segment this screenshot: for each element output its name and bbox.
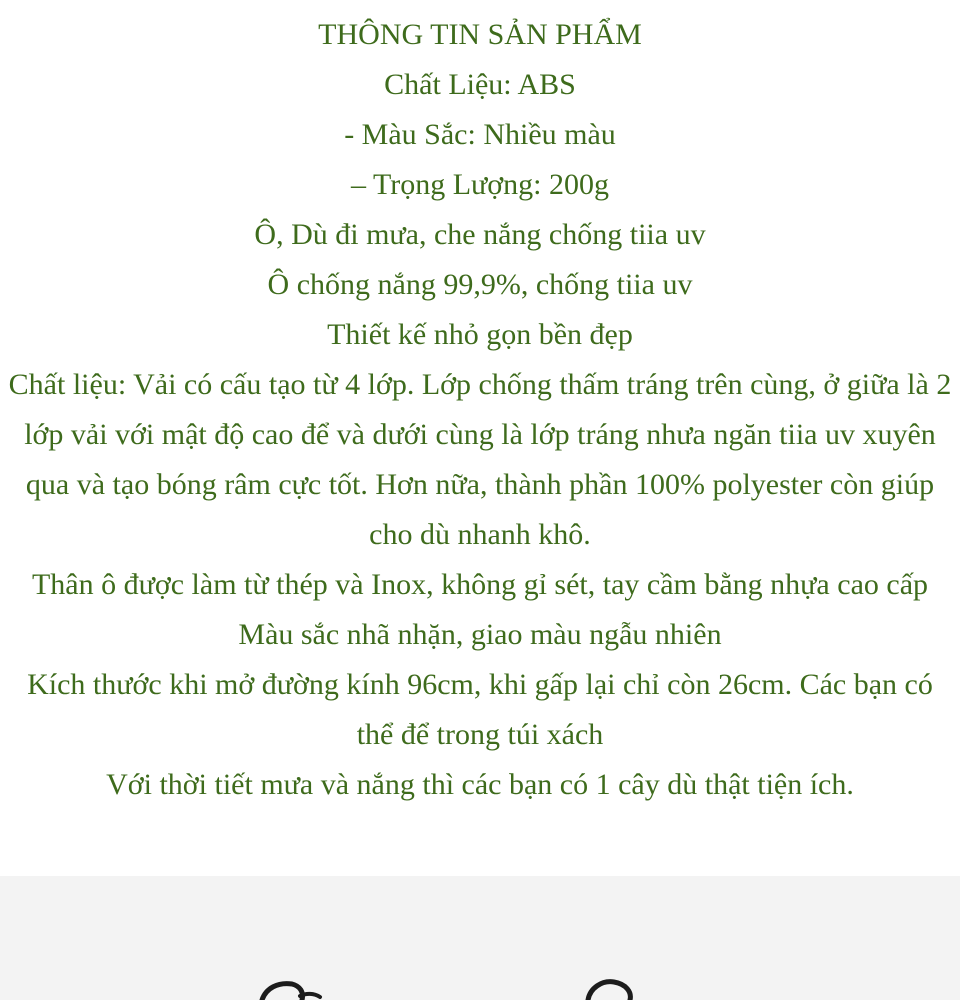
product-info-heading: THÔNG TIN SẢN PHẨM: [318, 18, 642, 51]
product-photo: [0, 876, 960, 1000]
weight-line: – Trọng Lượng: 200g: [350, 168, 609, 201]
material-line: Chất Liệu: ABS: [384, 68, 576, 101]
umbrella-handles-illustration: [0, 876, 960, 1000]
umbrella-title-line: Ô, Dù đi mưa, che nắng chống tiia uv: [254, 218, 706, 251]
color-line: - Màu Sắc: Nhiều màu: [344, 118, 616, 151]
uv-protection-line: Ô chống nắng 99,9%, chống tiia uv: [267, 268, 693, 301]
design-line: Thiết kế nhỏ gọn bền đẹp: [327, 318, 633, 351]
product-info-section: [0, 10, 960, 810]
fabric-description: Chất liệu: Vải có cấu tạo từ 4 lớp. Lớp chống thấm tráng trên cùng, ở giữa là 2 lớp vải với mật độ cao để và dưới cùng là lớp tráng nhưa ngăn tiia uv xuyên qua và tạo bóng râm cực tốt. Hơn nữa, thành phần 100% polyester còn giúp cho dù nhanh khô.: [8, 368, 952, 551]
photo-backdrop: [0, 876, 960, 1000]
closing-line: Với thời tiết mưa và nắng thì các bạn có 1 cây dù thật tiện ích.: [106, 768, 854, 801]
size-description: Kích thước khi mở đường kính 96cm, khi gấp lại chỉ còn 26cm. Các bạn có thể để trong túi xách: [27, 668, 933, 751]
frame-description: Thân ô được làm từ thép và Inox, không gỉ sét, tay cầm bằng nhựa cao cấp: [31, 568, 929, 601]
color-delivery-line: Màu sắc nhã nhặn, giao màu ngẫu nhiên: [238, 618, 722, 651]
